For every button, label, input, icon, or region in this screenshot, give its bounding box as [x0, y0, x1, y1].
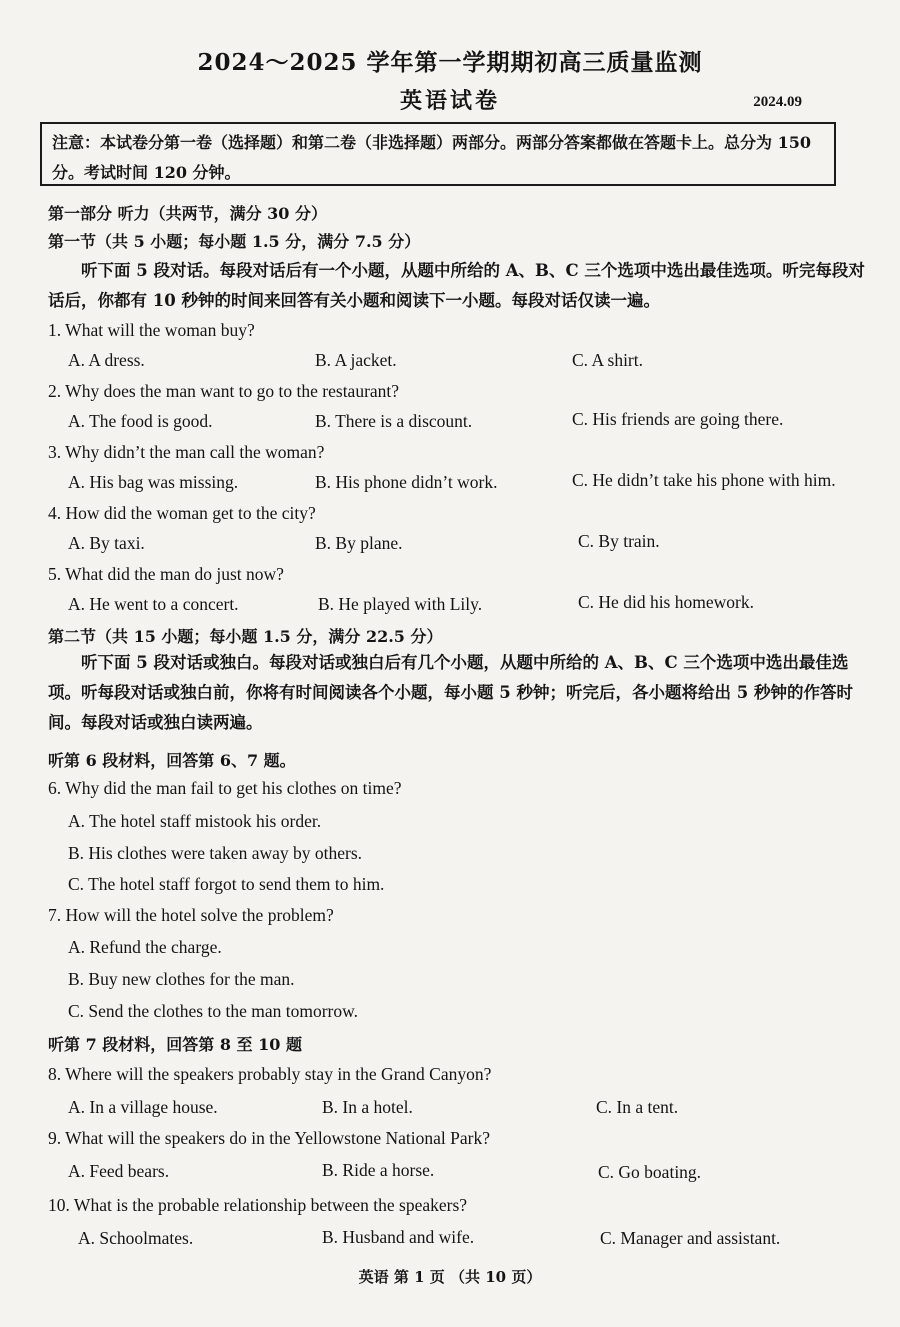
- question-10: 10. What is the probable relationship between the speakers?: [48, 1195, 468, 1215]
- section2-instructions: 听下面 5 段对话或独白。每段对话或独白后有几个小题，从题中所给的 A、B、C 三个选项中选出最佳选项。听每段对话或独白前，你将有时间阅读各个小题，每小题 5 秒钟；听完后，各小题将给出 5 秒钟的作答时间。每段对话或独白读两遍。: [48, 653, 853, 732]
- q9-option-a: A. Feed bears.: [68, 1161, 170, 1181]
- q3-option-c: C. He didn’t take his phone with him.: [572, 470, 836, 490]
- q5-option-b: B. He played with Lily.: [318, 594, 483, 614]
- listen-material-7: 听第 7 段材料，回答第 8 至 10 题: [48, 1035, 302, 1054]
- exam-title: 2024～2025 学年第一学期期初高三质量监测: [197, 49, 703, 76]
- section2-heading: 第二节（共 15 小题；每小题 1.5 分，满分 22.5 分）: [48, 627, 443, 646]
- q2-option-a: A. The food is good.: [68, 411, 213, 431]
- listen-material-6: 听第 6 段材料，回答第 6、7 题。: [48, 751, 296, 770]
- q10-option-a: A. Schoolmates.: [78, 1228, 194, 1248]
- question-4: 4. How did the woman get to the city?: [48, 503, 316, 523]
- q1-option-c: C. A shirt.: [572, 350, 643, 370]
- q6-option-c: C. The hotel staff forgot to send them to him.: [68, 874, 385, 894]
- q3-option-a: A. His bag was missing.: [68, 472, 239, 492]
- q4-option-a: A. By taxi.: [68, 533, 145, 553]
- question-9: 9. What will the speakers do in the Yellowstone National Park?: [48, 1128, 490, 1148]
- part1-heading: 第一部分 听力（共两节，满分 30 分）: [48, 204, 327, 223]
- q4-option-b: B. By plane.: [315, 533, 403, 553]
- q8-option-c: C. In a tent.: [596, 1097, 679, 1117]
- q6-option-b: B. His clothes were taken away by others.: [68, 843, 363, 863]
- section1-instructions: 听下面 5 段对话。每段对话后有一个小题，从题中所给的 A、B、C 三个选项中选出最佳选项。听完每段对话后，你都有 10 秒钟的时间来回答有关小题和阅读下一小题。每段对话仅读一遍。: [48, 261, 865, 310]
- q7-option-a: A. Refund the charge.: [68, 937, 222, 957]
- section1-heading: 第一节（共 5 小题；每小题 1.5 分，满分 7.5 分）: [48, 232, 421, 251]
- exam-subtitle: 英语试卷: [399, 88, 500, 114]
- q10-option-b: B. Husband and wife.: [322, 1227, 475, 1247]
- exam-date: 2024.09: [753, 94, 802, 110]
- q5-option-a: A. He went to a concert.: [68, 594, 239, 614]
- q10-option-c: C. Manager and assistant.: [600, 1228, 781, 1248]
- question-6: 6. Why did the man fail to get his clothes on time?: [48, 778, 402, 798]
- q6-option-a: A. The hotel staff mistook his order.: [68, 811, 322, 831]
- question-8: 8. Where will the speakers probably stay in the Grand Canyon?: [48, 1064, 492, 1084]
- page-footer: 英语 第 1 页 （共 10 页）: [358, 1268, 542, 1286]
- q4-option-c: C. By train.: [578, 531, 660, 551]
- q7-option-c: C. Send the clothes to the man tomorrow.: [68, 1001, 358, 1021]
- q2-option-b: B. There is a discount.: [315, 411, 473, 431]
- notice-box: 注意：本试卷分第一卷（选择题）和第二卷（非选择题）两部分。两部分答案都做在答题卡上。总分为 150 分。考试时间 120 分钟。: [40, 122, 836, 186]
- question-3: 3. Why didn’t the man call the woman?: [48, 442, 325, 462]
- q3-option-b: B. His phone didn’t work.: [315, 472, 498, 492]
- question-5: 5. What did the man do just now?: [48, 564, 284, 584]
- q9-option-b: B. Ride a horse.: [322, 1160, 435, 1180]
- q2-option-c: C. His friends are going there.: [572, 409, 784, 429]
- q8-option-b: B. In a hotel.: [322, 1097, 413, 1117]
- q1-option-a: A. A dress.: [68, 350, 145, 370]
- q8-option-a: A. In a village house.: [68, 1097, 218, 1117]
- question-1: 1. What will the woman buy?: [48, 320, 255, 340]
- q1-option-b: B. A jacket.: [315, 350, 397, 370]
- question-7: 7. How will the hotel solve the problem?: [48, 905, 334, 925]
- question-2: 2. Why does the man want to go to the restaurant?: [48, 381, 400, 401]
- q9-option-c: C. Go boating.: [598, 1162, 702, 1182]
- q7-option-b: B. Buy new clothes for the man.: [68, 969, 295, 989]
- q5-option-c: C. He did his homework.: [578, 592, 754, 612]
